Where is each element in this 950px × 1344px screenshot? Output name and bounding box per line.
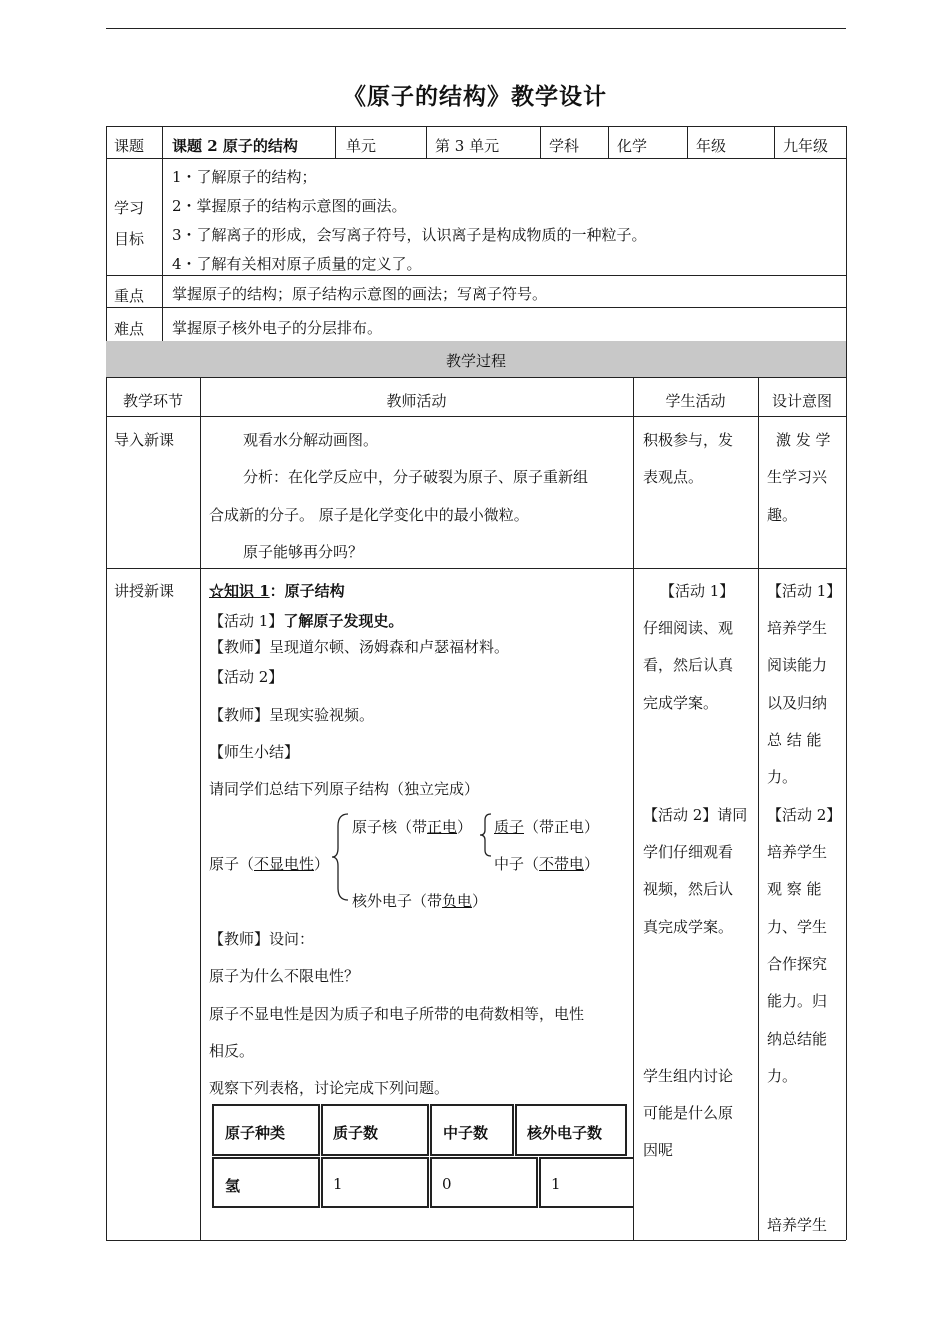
intro-intent-line: 趣。 <box>767 506 798 524</box>
intent-line: 力。 <box>767 768 798 786</box>
intro-student-line: 积极参与，发 <box>643 431 734 449</box>
header-stage: 教学环节 <box>122 392 183 410</box>
student-line: 【活动 2】请同 <box>643 806 748 824</box>
objective-item: 4・了解有关相对原子质量的定义了。 <box>172 255 422 273</box>
proton-label: 质子（带正电） <box>494 818 600 836</box>
student-line: 【活动 1】 <box>660 582 735 600</box>
knowledge-title: ：原子结构 <box>269 582 345 600</box>
intro-intent-line: 生学习兴 <box>767 468 828 486</box>
intent-line: 以及归纳 <box>767 694 828 712</box>
intro-teacher-line: 观看水分解动画图。 <box>243 431 379 449</box>
student-line: 完成学案。 <box>643 694 719 712</box>
intro-teacher-line: 原子能够再分吗？ <box>243 543 364 561</box>
atom-answer: 不显电性 <box>254 855 315 873</box>
intent-line: 【活动 2】 <box>767 806 842 824</box>
teacher-line: 【教师】设问： <box>209 930 315 948</box>
header-rule <box>106 28 846 29</box>
intent-line: 培养学生 <box>767 619 828 637</box>
table-value: 1 <box>551 1175 561 1193</box>
activity-text: 了解原子发现史。 <box>283 612 404 630</box>
student-line: 可能是什么原 <box>643 1104 734 1122</box>
process-band-label: 教学过程 <box>445 352 506 370</box>
intent-line: 力。 <box>767 1067 798 1085</box>
difficulty-label: 难点 <box>114 320 145 338</box>
teacher-line: 【教师】呈现道尔顿、汤姆森和卢瑟福材料。 <box>209 638 510 656</box>
objectives-label-2: 目标 <box>114 230 145 248</box>
student-line: 视频，然后认 <box>643 880 734 898</box>
unit-label: 单元 <box>346 137 377 155</box>
intent-line: 能力。归 <box>767 992 828 1010</box>
atom-label: 原子（不显电性） <box>209 855 330 873</box>
observe-line: 观察下列表格，讨论完成下列问题。 <box>209 1079 450 1097</box>
teacher-line: 【教师】呈现实验视频。 <box>209 706 375 724</box>
grade-value: 九年级 <box>783 137 829 155</box>
student-line: 真完成学案。 <box>643 918 734 936</box>
knowledge-star-label: ☆知识 1 <box>209 582 270 600</box>
nucleus-label: 原子核（带正电） <box>352 818 473 836</box>
intent-line: 阅读能力 <box>767 656 828 674</box>
intent-line: 观 察 能 <box>767 880 822 898</box>
intent-line: 合作探究 <box>767 955 828 973</box>
objective-item: 1・了解原子的结构； <box>172 168 317 186</box>
intro-teacher-line: 合成新的分子。 原子是化学变化中的最小微粒。 <box>209 506 529 524</box>
header-teacher: 教师活动 <box>386 392 447 410</box>
student-line: 学生组内讨论 <box>643 1067 734 1085</box>
nucleus-answer: 正电 <box>427 818 458 836</box>
objectives-label-1: 学习 <box>114 199 145 217</box>
prompt-line: 请同学们总结下列原子结构（独立完成） <box>209 780 480 798</box>
intent-line: 力、学生 <box>767 918 828 936</box>
intent-line: 总 结 能 <box>767 731 822 749</box>
answer-line: 原子不显电性是因为质子和电子所带的电荷数相等，电性 <box>209 1005 585 1023</box>
student-line: 仔细阅读、观 <box>643 619 734 637</box>
student-line: 因呢 <box>643 1141 674 1159</box>
objective-item: 2・掌握原子的结构示意图的画法。 <box>172 197 407 215</box>
electron-label: 核外电子（带负电） <box>352 892 488 910</box>
difficulty-text: 掌握原子核外电子的分层排布。 <box>172 319 383 337</box>
table-header: 原子种类 <box>225 1124 286 1142</box>
key-text: 掌握原子的结构；原子结构示意图的画法；写离子符号。 <box>172 285 548 303</box>
student-line: 学们仔细观看 <box>643 843 734 861</box>
activity-1-line <box>209 610 403 631</box>
intent-line: 【活动 1】 <box>767 582 842 600</box>
question-line: 原子为什么不限电性？ <box>209 967 360 985</box>
table-header: 核外电子数 <box>527 1124 603 1142</box>
intent-line: 培养学生 <box>767 843 828 861</box>
intro-teacher-line: 分析：在化学反应中，分子破裂为原子、原子重新组 <box>243 468 589 486</box>
header-student: 学生活动 <box>665 392 726 410</box>
subject-label: 学科 <box>549 137 580 155</box>
activity-2-line: 【活动 2】 <box>209 668 284 686</box>
objective-item: 3・了解离子的形成，会写离子符号，认识离子是构成物质的一种粒子。 <box>172 226 647 244</box>
nucleus-brace-icon <box>478 812 494 858</box>
unit-value: 第 3 单元 <box>435 137 500 155</box>
proton-answer: 质子 <box>494 818 525 836</box>
table-header: 中子数 <box>443 1124 489 1142</box>
neutron-label: 中子（不带电） <box>494 855 600 873</box>
intent-line: 纳总结能 <box>767 1030 828 1048</box>
student-line: 看，然后认真 <box>643 656 734 674</box>
electron-answer: 负电 <box>442 892 473 910</box>
teach-stage: 讲授新课 <box>114 582 175 600</box>
table-value: 0 <box>442 1175 452 1193</box>
header-intent: 设计意图 <box>771 392 832 410</box>
grade-label: 年级 <box>696 137 727 155</box>
intro-intent-line: 激 发 学 <box>776 431 831 449</box>
intent-line: 培养学生 <box>767 1216 828 1234</box>
key-label: 重点 <box>114 287 145 305</box>
neutron-answer: 不带电 <box>539 855 585 873</box>
subject-value: 化学 <box>617 137 648 155</box>
course-label: 课题 <box>114 137 145 155</box>
atom-brace-icon <box>330 812 352 902</box>
table-value: 1 <box>333 1175 343 1193</box>
intro-student-line: 表观点。 <box>643 468 704 486</box>
knowledge-heading <box>209 580 345 601</box>
answer-line: 相反。 <box>209 1042 255 1060</box>
intro-stage: 导入新课 <box>114 431 175 449</box>
table-header: 质子数 <box>333 1124 379 1142</box>
activity-tag: 【活动 1】 <box>209 612 284 630</box>
page-title: 《原子的结构》教学设计 <box>343 83 607 110</box>
course-value: 课题 2 原子的结构 <box>172 137 298 155</box>
summary-line: 【师生小结】 <box>209 743 300 761</box>
table-value: 氢 <box>225 1177 241 1195</box>
